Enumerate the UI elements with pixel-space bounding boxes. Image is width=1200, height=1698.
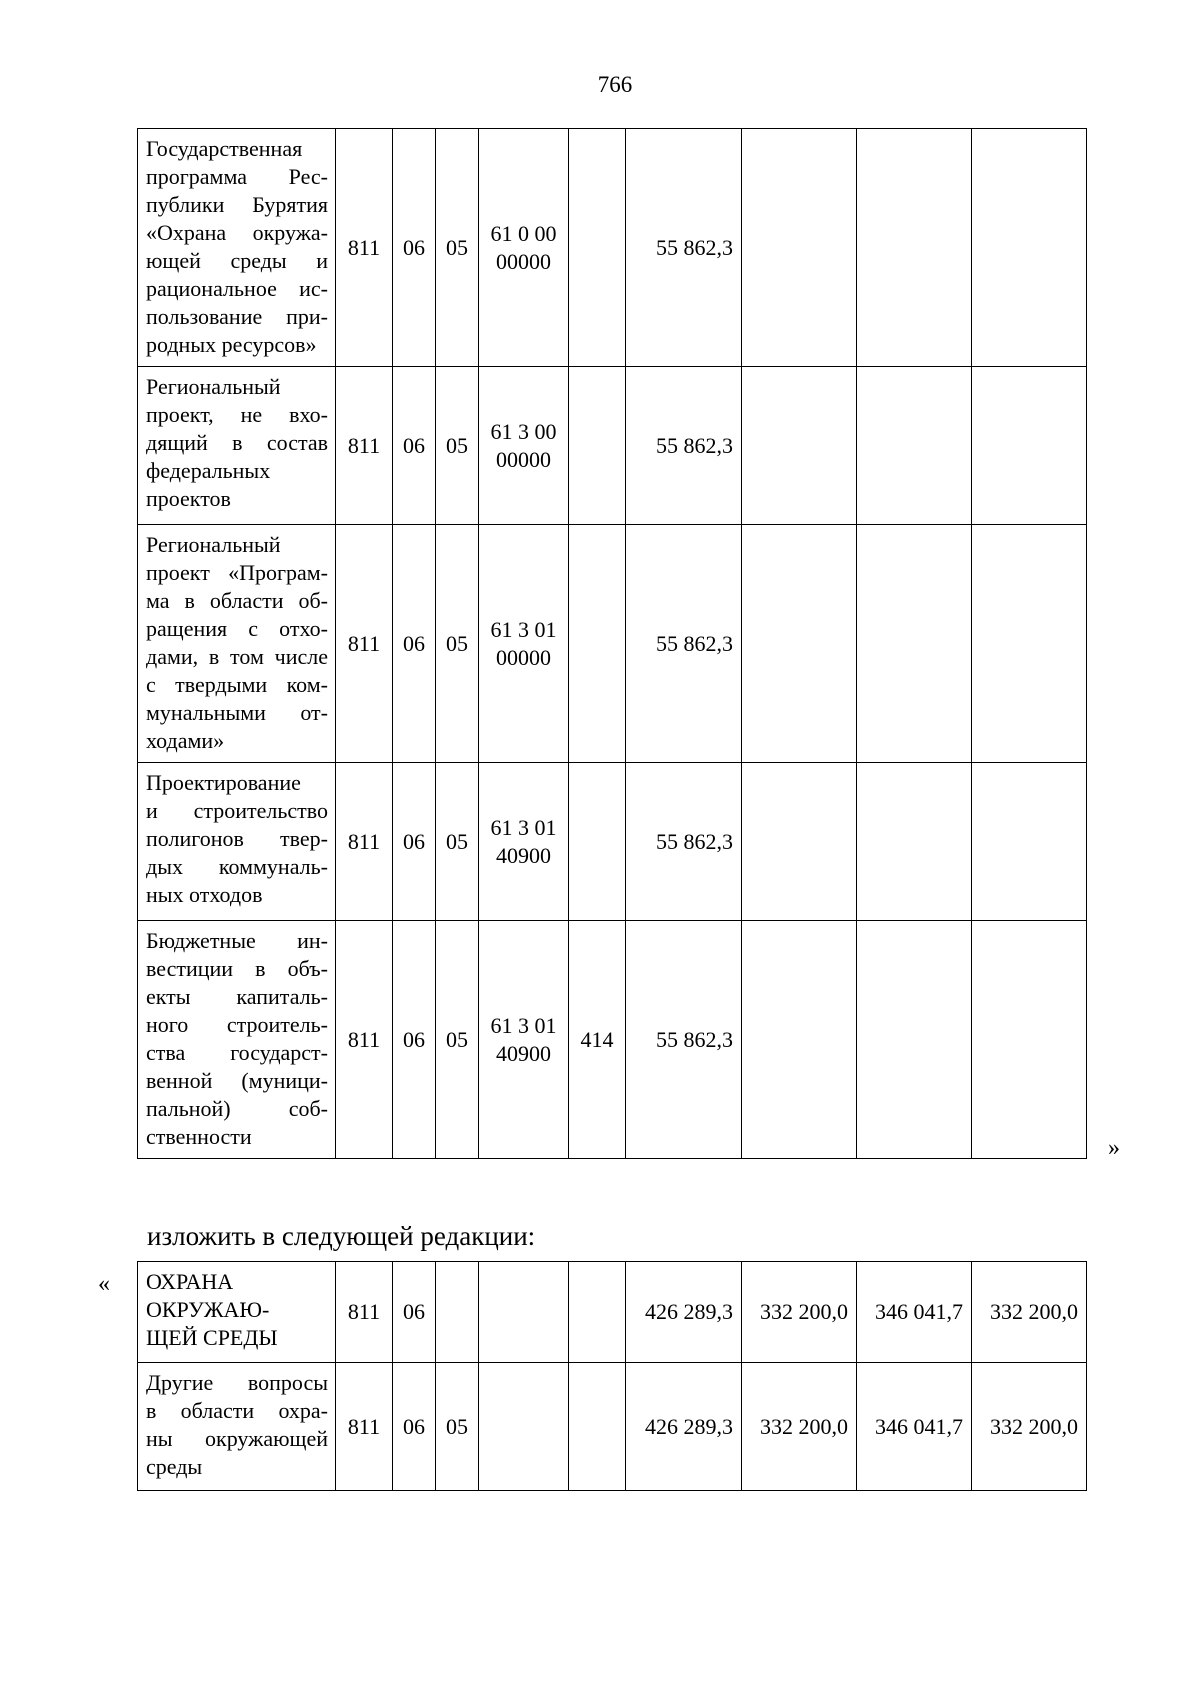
target-item-code — [479, 525, 569, 763]
row-name-line: «Охрана окружа- — [146, 220, 328, 245]
section-code: 06 — [393, 1363, 436, 1491]
page-number: 766 — [597, 72, 633, 97]
amount-1: 426 289,3 — [626, 1262, 742, 1363]
opening-quote: « — [98, 1271, 110, 1297]
table-row — [138, 763, 1087, 921]
row-name-line: ОХРАНА — [146, 1269, 234, 1294]
table-row — [138, 129, 1087, 367]
row-name-line: Проектирование — [146, 770, 301, 795]
grbs-code: 811 — [336, 129, 393, 367]
row-name-line: дами, в том числе — [146, 644, 328, 669]
amount-2 — [742, 763, 857, 921]
amount-2 — [742, 525, 857, 763]
row-name — [138, 763, 336, 921]
amount-4: 332 200,0 — [972, 1262, 1087, 1363]
grbs-code: 811 — [336, 1363, 393, 1491]
row-name-line: ных отходов — [146, 882, 263, 907]
row-name-line: дящий в состав — [146, 430, 328, 455]
row-name-line: в области охра- — [146, 1398, 328, 1423]
target-item-code-part: 61 3 01 — [490, 616, 557, 642]
subsection-code — [436, 1262, 479, 1363]
target-item-code — [479, 1363, 569, 1491]
row-name-line: среды — [146, 1454, 203, 1479]
target-item-code-part: 00000 — [496, 644, 551, 670]
row-name-line: венной (муници- — [146, 1068, 328, 1093]
target-item-code-part: 61 3 01 — [490, 814, 557, 840]
amount-1: 55 862,3 — [626, 525, 742, 763]
row-name-line: полигонов твер- — [146, 826, 328, 851]
row-name-line: ного строитель- — [146, 1012, 328, 1037]
amount-4 — [972, 921, 1087, 1159]
grbs-code: 811 — [336, 921, 393, 1159]
subsection-code: 05 — [436, 921, 479, 1159]
section-code: 06 — [393, 921, 436, 1159]
expense-type-code — [569, 1363, 626, 1491]
table-row — [138, 1363, 1087, 1491]
row-name-line: ственности — [146, 1124, 252, 1149]
budget-table-new — [137, 1261, 1087, 1491]
amount-2: 332 200,0 — [742, 1363, 857, 1491]
amount-4 — [972, 763, 1087, 921]
amount-1: 55 862,3 — [626, 763, 742, 921]
row-name-line: ства государст- — [146, 1040, 328, 1065]
row-name-line: федеральных — [146, 458, 271, 483]
amount-3: 346 041,7 — [857, 1363, 972, 1491]
row-name — [138, 129, 336, 367]
table-row — [138, 921, 1087, 1159]
target-item-code — [479, 1262, 569, 1363]
grbs-code: 811 — [336, 525, 393, 763]
table-body — [138, 1262, 1087, 1491]
row-name — [138, 525, 336, 763]
section-code: 06 — [393, 129, 436, 367]
amount-2 — [742, 921, 857, 1159]
table-body — [138, 129, 1087, 1159]
grbs-code: 811 — [336, 763, 393, 921]
amount-4: 332 200,0 — [972, 1363, 1087, 1491]
table-row — [138, 1262, 1087, 1363]
target-item-code-part: 00000 — [496, 248, 551, 274]
budget-table-old — [137, 128, 1087, 1159]
row-name-line: екты капиталь- — [146, 984, 328, 1009]
row-name-line: Государственная — [146, 136, 303, 161]
row-name — [138, 367, 336, 525]
target-item-code-part: 61 3 01 — [490, 1012, 557, 1038]
target-item-code — [479, 921, 569, 1159]
row-name-line: проектов — [146, 486, 231, 511]
amount-2 — [742, 129, 857, 367]
amount-2: 332 200,0 — [742, 1262, 857, 1363]
target-item-code — [479, 367, 569, 525]
amount-3: 346 041,7 — [857, 1262, 972, 1363]
subsection-code: 05 — [436, 525, 479, 763]
row-name-line: Региональный — [146, 532, 281, 557]
amount-1: 55 862,3 — [626, 129, 742, 367]
row-name-line: ОКРУЖАЮ- — [146, 1297, 270, 1322]
expense-type-code — [569, 367, 626, 525]
section-code: 06 — [393, 763, 436, 921]
row-name-line: вестиции в объ- — [146, 956, 328, 981]
row-name-line: с твердыми ком- — [146, 672, 328, 697]
row-name-line: ма в области об- — [146, 588, 328, 613]
section-code: 06 — [393, 1262, 436, 1363]
subsection-code: 05 — [436, 367, 479, 525]
row-name-line: проект «Програм- — [146, 560, 328, 585]
table-row — [138, 367, 1087, 525]
subsection-code: 05 — [436, 1363, 479, 1491]
row-name-line: ЩЕЙ СРЕДЫ — [146, 1325, 278, 1350]
amount-3 — [857, 763, 972, 921]
row-name-line: Бюджетные ин- — [146, 928, 328, 953]
expense-type-code — [569, 763, 626, 921]
section-code: 06 — [393, 525, 436, 763]
amount-4 — [972, 129, 1087, 367]
row-name-line: программа Рес- — [146, 164, 328, 189]
amendment-text: изложить в следующей редакции: — [147, 1221, 536, 1251]
expense-type-code — [569, 129, 626, 367]
target-item-code-part: 61 3 00 — [490, 418, 557, 444]
row-name-line: Региональный — [146, 374, 281, 399]
amount-2 — [742, 367, 857, 525]
row-name-line: ны окружающей — [146, 1426, 328, 1451]
grbs-code: 811 — [336, 1262, 393, 1363]
row-name-line: пальной) соб- — [146, 1096, 328, 1121]
amount-3 — [857, 525, 972, 763]
row-name-line: ющей среды и — [146, 248, 328, 273]
row-name — [138, 1363, 336, 1491]
row-name-line: ращения с отхо- — [146, 616, 328, 641]
row-name-line: ходами» — [146, 728, 225, 753]
row-name-line: Другие вопросы — [146, 1370, 328, 1395]
expense-type-code — [569, 1262, 626, 1363]
row-name-line: проект, не вхо- — [146, 402, 328, 427]
row-name-line: родных ресурсов» — [146, 332, 317, 357]
target-item-code-part: 00000 — [496, 446, 551, 472]
amount-4 — [972, 367, 1087, 525]
subsection-code: 05 — [436, 763, 479, 921]
grbs-code: 811 — [336, 367, 393, 525]
target-item-code-part: 40900 — [496, 1040, 551, 1066]
subsection-code: 05 — [436, 129, 479, 367]
row-name — [138, 921, 336, 1159]
table-row — [138, 525, 1087, 763]
target-item-code-part: 61 0 00 — [490, 220, 557, 246]
row-name — [138, 1262, 336, 1363]
closing-quote: » — [1108, 1135, 1120, 1161]
row-name-line: и строительство — [146, 798, 328, 823]
row-name-line: мунальными от- — [146, 700, 328, 725]
row-name-line: публики Бурятия — [146, 192, 328, 217]
amount-3 — [857, 921, 972, 1159]
target-item-code — [479, 763, 569, 921]
row-name-line: пользование при- — [146, 304, 328, 329]
amount-4 — [972, 525, 1087, 763]
target-item-code — [479, 129, 569, 367]
amount-1: 55 862,3 — [626, 367, 742, 525]
expense-type-code: 414 — [569, 921, 626, 1159]
amount-1: 426 289,3 — [626, 1363, 742, 1491]
target-item-code-part: 40900 — [496, 842, 551, 868]
expense-type-code — [569, 525, 626, 763]
row-name-line: рациональное ис- — [146, 276, 328, 301]
amount-3 — [857, 129, 972, 367]
row-name-line: дых коммуналь- — [146, 854, 328, 879]
amount-3 — [857, 367, 972, 525]
amount-1: 55 862,3 — [626, 921, 742, 1159]
section-code: 06 — [393, 367, 436, 525]
